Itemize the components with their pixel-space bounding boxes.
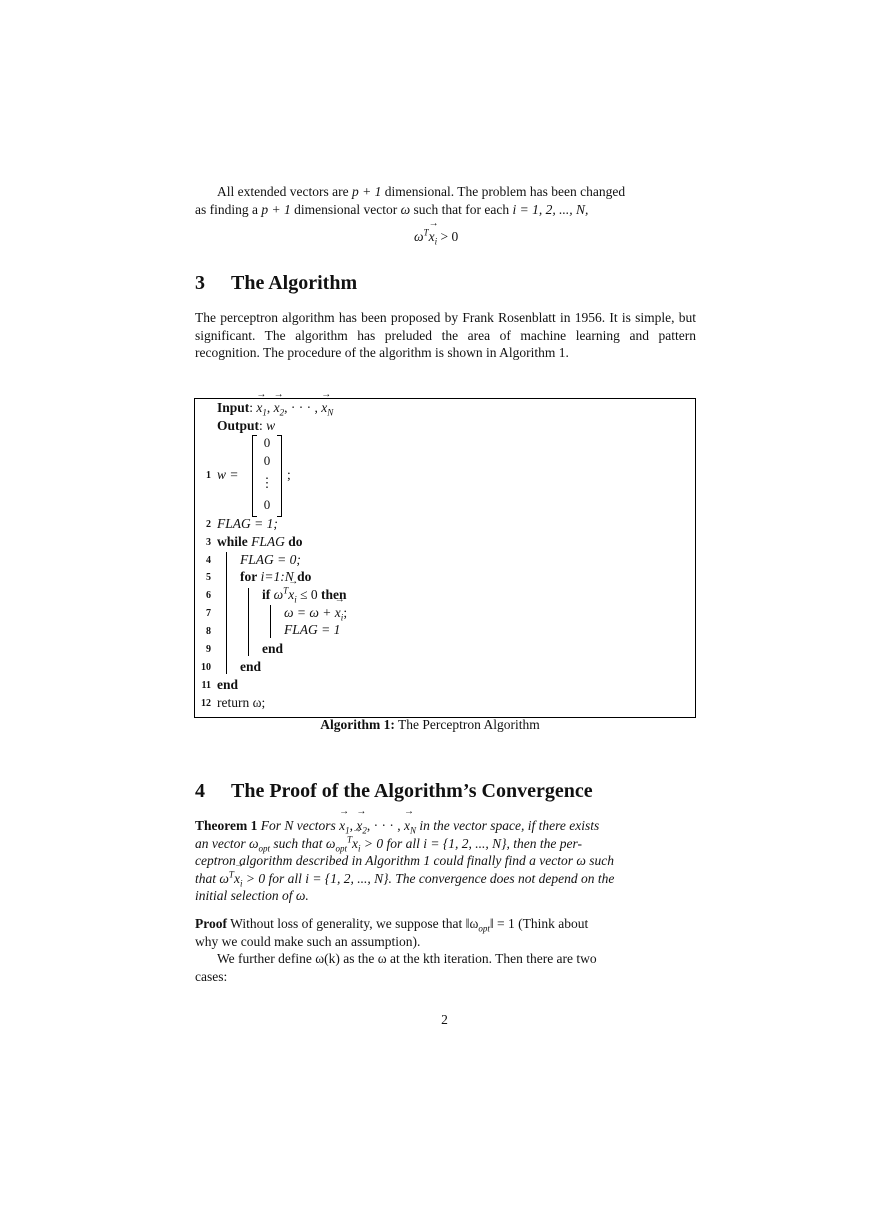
section-4-heading (195, 780, 593, 803)
line-number-11: 11 (201, 680, 211, 691)
caption-label: Algorithm 1: (320, 717, 395, 732)
intro-line2-rest: such that for each (410, 201, 513, 217)
if-keyword: if (262, 587, 271, 602)
line-number-5: 5 (206, 572, 211, 583)
matrix-semicolon: ; (287, 467, 291, 482)
end-if: end (262, 641, 284, 656)
for-block-bar (248, 588, 249, 656)
end-while: end (217, 677, 239, 692)
if-condition: ≤ 0 (300, 587, 318, 602)
do-keyword: do (288, 534, 303, 549)
if-block-bar (270, 605, 271, 638)
matrix-cell: 0 (263, 435, 271, 450)
matrix-cell: 0 (263, 453, 271, 468)
line-number-2: 2 (206, 519, 211, 530)
theorem-line4b: > 0 for all i = {1, 2, ..., N}. The convergence does not depend on the (242, 870, 615, 886)
proof-line4: cases: (195, 968, 228, 984)
theorem-line1: For N vectors (260, 818, 336, 833)
update-expression: ω = ω + (284, 605, 335, 620)
matrix-cell: 0 (263, 497, 271, 512)
theorem-line2b: opt (258, 843, 271, 854)
section-3-heading (195, 272, 357, 295)
section-4-title: The Proof of the Algorithm’s Convergence (231, 780, 593, 802)
algorithm-input: Input: → $x_1$, → $x_2$, · · · , → $x_N$ (217, 400, 333, 416)
line-number-7: 7 (206, 608, 211, 619)
section-3-number: 3 (195, 272, 205, 294)
w-assign: w = (217, 467, 239, 482)
intro-line1-math: p + 1 (351, 184, 382, 199)
theorem-block: Theorem 1 For N vectors → $x_1$, → $x_2$, · · · , → $x_N$ in the vector space, if there exists an vector $\omega_{opt}$ such that $\omega_{opt}^T\to x_i > 0$ for all i = {1, 2, ..., N}, then the per- ceptron algorithm described in Algorithm 1 could finally find a vector ω such that $\omega^T\to x_i > 0$ for all i = {1, 2, ..., N}. The convergence does not depend on the initial selection of ω. (195, 817, 696, 905)
theorem-line2c: such that ω (270, 835, 336, 851)
algorithm-output: Output: w (217, 418, 276, 433)
intro-line1-text: All extended vectors are (217, 184, 352, 199)
theorem-line3: ceptron algorithm described in Algorithm 1 could finally find a vector ω such (195, 853, 614, 868)
if-line: if $\omega^T\to x_i \le 0$ then (262, 587, 347, 603)
while-line (217, 534, 303, 550)
line-number-12: 12 (201, 698, 211, 709)
line-number-8: 8 (206, 626, 211, 637)
zero-vector-matrix (252, 435, 282, 515)
flag-set: FLAG = 1 (284, 622, 341, 637)
theorem-line1b: in the vector space, if there exists (419, 818, 600, 833)
proof-line3: We further define ω(k) as the ω at the kth iteration. Then there are two (217, 951, 597, 966)
do-keyword: do (297, 569, 312, 584)
end-for: end (240, 659, 262, 674)
intro-line1-rest: dimensional. The problem has been changed (381, 184, 626, 199)
update-line: ω = ω + → $x_i$; (284, 605, 347, 621)
for-keyword: for (240, 569, 258, 584)
line-number-1: 1 (206, 470, 211, 481)
line-number-3: 3 (206, 537, 211, 548)
page-number: 2 (441, 1012, 448, 1027)
while-block-bar (226, 552, 227, 674)
proof-block: Proof Without loss of generality, we suppose that $‖\omega_{opt}‖ = 1$ (Think about why we could make such an assumption). We further define ω(k) as the ω at the kth iteration. Then there are two cases: (195, 915, 696, 985)
output-value: w (266, 418, 276, 433)
flag-init: FLAG = 1; (217, 516, 278, 531)
while-keyword: while (217, 534, 248, 549)
theorem-line2d: > 0 for all i = {1, 2, ..., N}, then the per- (360, 835, 582, 851)
matrix-cell: ⋮ (260, 475, 274, 490)
flag-reset: FLAG = 0; (240, 552, 301, 567)
algorithm-caption (195, 717, 665, 733)
line-number-4: 4 (206, 555, 211, 566)
theorem-line2a: an vector ω (195, 835, 259, 851)
then-keyword: then (321, 587, 347, 602)
for-line (240, 569, 311, 585)
proof-label: Proof (195, 916, 227, 931)
caption-text: The Perceptron Algorithm (394, 717, 540, 732)
intro-line2-text: as finding a (195, 201, 262, 217)
while-condition: FLAG (251, 534, 285, 549)
intro-paragraph (195, 183, 696, 218)
return-line: return ω; (217, 695, 266, 710)
theorem-label: Theorem 1 (195, 818, 258, 833)
proof-line1b: ‖ = 1 (Think about (489, 916, 589, 931)
intro-line2-math: p + 1 (261, 201, 291, 217)
line-number-10: 10 (201, 662, 211, 673)
input-label: Input (217, 400, 250, 415)
line-number-6: 6 (206, 590, 211, 601)
proof-line1a: Without loss of generality, we suppose that ‖ω (227, 916, 479, 931)
theorem-line4a: that ω (195, 870, 229, 886)
output-label: Output (217, 418, 260, 433)
intro-line2-index: i = 1, 2, ..., N, (512, 201, 589, 217)
intro-line2-omega: ω (400, 201, 411, 217)
section-3-paragraph: The perceptron algorithm has been proposed by Frank Rosenblatt in 1956. It is simple, but significant. The algorithm has preluded the area of machine learning and pattern recognition. The procedure of the algorithm is shown in Algorithm 1. (195, 310, 696, 360)
proof-line2: why we could make such an assumption). (195, 933, 421, 949)
line-number-9: 9 (206, 644, 211, 655)
for-range: i=1:N (260, 569, 294, 584)
display-equation: $\omega^T\to x_i > 0$ (414, 229, 458, 245)
section-3-title: The Algorithm (231, 272, 358, 294)
section-4-number: 4 (195, 780, 205, 802)
intro-line2-mid: dimensional vector (290, 201, 401, 217)
theorem-line5: initial selection of ω. (195, 888, 309, 903)
